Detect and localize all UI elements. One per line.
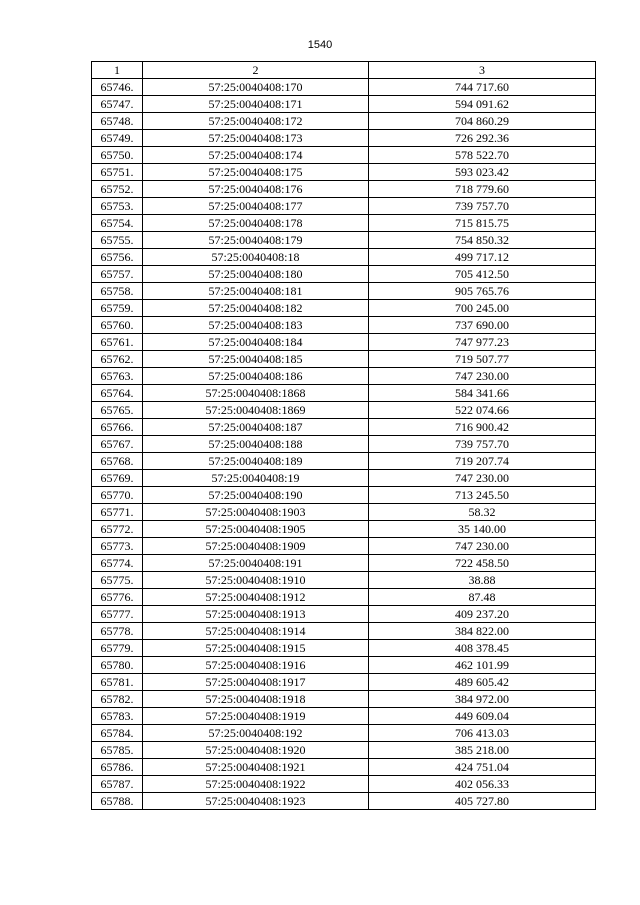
table-row (92, 283, 596, 300)
row-number-cell: 65770. (92, 487, 143, 504)
row-number-cell: 65783. (92, 708, 143, 725)
row-number-cell: 65765. (92, 402, 143, 419)
row-number-cell: 65774. (92, 555, 143, 572)
cadastral-number-cell: 57:25:0040408:1914 (143, 623, 369, 640)
row-number-cell: 65769. (92, 470, 143, 487)
row-number-cell: 65786. (92, 759, 143, 776)
cadastral-number-cell: 57:25:0040408:183 (143, 317, 369, 334)
row-number-cell: 65781. (92, 674, 143, 691)
table-row (92, 113, 596, 130)
row-number-cell: 65766. (92, 419, 143, 436)
value-cell: 744 717.60 (369, 79, 596, 96)
row-number-cell: 65756. (92, 249, 143, 266)
cadastral-number-cell: 57:25:0040408:181 (143, 283, 369, 300)
value-cell: 58.32 (369, 504, 596, 521)
cadastral-number-cell: 57:25:0040408:174 (143, 147, 369, 164)
value-cell: 726 292.36 (369, 130, 596, 147)
value-cell: 713 245.50 (369, 487, 596, 504)
cadastral-number-cell: 57:25:0040408:1910 (143, 572, 369, 589)
row-number-cell: 65780. (92, 657, 143, 674)
cadastral-number-cell: 57:25:0040408:191 (143, 555, 369, 572)
value-cell: 739 757.70 (369, 198, 596, 215)
table-row (92, 300, 596, 317)
row-number-cell: 65788. (92, 793, 143, 810)
value-cell: 719 207.74 (369, 453, 596, 470)
row-number-cell: 65777. (92, 606, 143, 623)
cadastral-number-cell: 57:25:0040408:1913 (143, 606, 369, 623)
value-cell: 578 522.70 (369, 147, 596, 164)
value-cell: 402 056.33 (369, 776, 596, 793)
table-row (92, 266, 596, 283)
cadastral-number-cell: 57:25:0040408:1916 (143, 657, 369, 674)
value-cell: 754 850.32 (369, 232, 596, 249)
table-row (92, 368, 596, 385)
value-cell: 384 972.00 (369, 691, 596, 708)
cadastral-number-cell: 57:25:0040408:1909 (143, 538, 369, 555)
value-cell: 584 341.66 (369, 385, 596, 402)
cadastral-number-cell: 57:25:0040408:175 (143, 164, 369, 181)
row-number-cell: 65754. (92, 215, 143, 232)
table-row (92, 436, 596, 453)
row-number-cell: 65784. (92, 725, 143, 742)
value-cell: 385 218.00 (369, 742, 596, 759)
value-cell: 747 977.23 (369, 334, 596, 351)
value-cell: 705 412.50 (369, 266, 596, 283)
cadastral-number-cell: 57:25:0040408:190 (143, 487, 369, 504)
table-row (92, 385, 596, 402)
table-row (92, 130, 596, 147)
table-row (92, 351, 596, 368)
value-cell: 747 230.00 (369, 368, 596, 385)
cadastral-number-cell: 57:25:0040408:173 (143, 130, 369, 147)
value-cell: 405 727.80 (369, 793, 596, 810)
table-row (92, 419, 596, 436)
value-cell: 747 230.00 (369, 470, 596, 487)
value-cell: 449 609.04 (369, 708, 596, 725)
table-row (92, 538, 596, 555)
value-cell: 706 413.03 (369, 725, 596, 742)
row-number-cell: 65753. (92, 198, 143, 215)
value-cell: 384 822.00 (369, 623, 596, 640)
value-cell: 35 140.00 (369, 521, 596, 538)
table-row (92, 606, 596, 623)
value-cell: 739 757.70 (369, 436, 596, 453)
table-row (92, 674, 596, 691)
table-row (92, 453, 596, 470)
table-row (92, 640, 596, 657)
value-cell: 700 245.00 (369, 300, 596, 317)
cadastral-number-cell: 57:25:0040408:1922 (143, 776, 369, 793)
value-cell: 462 101.99 (369, 657, 596, 674)
row-number-cell: 65762. (92, 351, 143, 368)
cadastral-number-cell: 57:25:0040408:1921 (143, 759, 369, 776)
row-number-cell: 65755. (92, 232, 143, 249)
cadastral-number-cell: 57:25:0040408:1915 (143, 640, 369, 657)
row-number-cell: 65778. (92, 623, 143, 640)
column-header-value: 3 (369, 62, 596, 79)
table-row (92, 793, 596, 810)
cadastral-number-cell: 57:25:0040408:188 (143, 436, 369, 453)
value-cell: 522 074.66 (369, 402, 596, 419)
table-row (92, 776, 596, 793)
cadastral-number-cell: 57:25:0040408:1917 (143, 674, 369, 691)
cadastral-number-cell: 57:25:0040408:1919 (143, 708, 369, 725)
cadastral-number-cell: 57:25:0040408:180 (143, 266, 369, 283)
cadastral-number-cell: 57:25:0040408:172 (143, 113, 369, 130)
table-row (92, 198, 596, 215)
cadastral-number-cell: 57:25:0040408:187 (143, 419, 369, 436)
row-number-cell: 65771. (92, 504, 143, 521)
table-row (92, 181, 596, 198)
page-number: 1540 (307, 39, 333, 51)
cadastral-number-cell: 57:25:0040408:186 (143, 368, 369, 385)
table-row (92, 521, 596, 538)
cadastral-number-cell: 57:25:0040408:178 (143, 215, 369, 232)
column-header-cadastral-number: 2 (143, 62, 369, 79)
value-cell: 905 765.76 (369, 283, 596, 300)
row-number-cell: 65782. (92, 691, 143, 708)
row-number-cell: 65763. (92, 368, 143, 385)
row-number-cell: 65752. (92, 181, 143, 198)
table-row (92, 232, 596, 249)
table-row (92, 215, 596, 232)
table-row (92, 555, 596, 572)
value-cell: 593 023.42 (369, 164, 596, 181)
row-number-cell: 65760. (92, 317, 143, 334)
value-cell: 737 690.00 (369, 317, 596, 334)
row-number-cell: 65767. (92, 436, 143, 453)
row-number-cell: 65759. (92, 300, 143, 317)
row-number-cell: 65761. (92, 334, 143, 351)
value-cell: 408 378.45 (369, 640, 596, 657)
row-number-cell: 65747. (92, 96, 143, 113)
table-row (92, 249, 596, 266)
table-row (92, 402, 596, 419)
row-number-cell: 65758. (92, 283, 143, 300)
row-number-cell: 65750. (92, 147, 143, 164)
table-row (92, 487, 596, 504)
row-number-cell: 65776. (92, 589, 143, 606)
row-number-cell: 65775. (92, 572, 143, 589)
column-header-number: 1 (92, 62, 143, 79)
table-row (92, 470, 596, 487)
table-row (92, 96, 596, 113)
table-row (92, 589, 596, 606)
cadastral-number-cell: 57:25:0040408:182 (143, 300, 369, 317)
cadastral-number-cell: 57:25:0040408:177 (143, 198, 369, 215)
cadastral-number-cell: 57:25:0040408:185 (143, 351, 369, 368)
row-number-cell: 65751. (92, 164, 143, 181)
cadastral-number-cell: 57:25:0040408:192 (143, 725, 369, 742)
table-body (92, 79, 596, 810)
table-row (92, 334, 596, 351)
row-number-cell: 65787. (92, 776, 143, 793)
value-cell: 489 605.42 (369, 674, 596, 691)
value-cell: 594 091.62 (369, 96, 596, 113)
value-cell: 747 230.00 (369, 538, 596, 555)
value-cell: 715 815.75 (369, 215, 596, 232)
cadastral-number-cell: 57:25:0040408:184 (143, 334, 369, 351)
value-cell: 704 860.29 (369, 113, 596, 130)
table-row (92, 725, 596, 742)
value-cell: 87.48 (369, 589, 596, 606)
row-number-cell: 65773. (92, 538, 143, 555)
row-number-cell: 65749. (92, 130, 143, 147)
value-cell: 722 458.50 (369, 555, 596, 572)
value-cell: 718 779.60 (369, 181, 596, 198)
row-number-cell: 65746. (92, 79, 143, 96)
table-row (92, 657, 596, 674)
cadastral-number-cell: 57:25:0040408:18 (143, 249, 369, 266)
table-row (92, 708, 596, 725)
row-number-cell: 65785. (92, 742, 143, 759)
cadastral-number-cell: 57:25:0040408:19 (143, 470, 369, 487)
value-cell: 719 507.77 (369, 351, 596, 368)
cadastral-number-cell: 57:25:0040408:1868 (143, 385, 369, 402)
cadastral-number-cell: 57:25:0040408:1918 (143, 691, 369, 708)
row-number-cell: 65748. (92, 113, 143, 130)
cadastral-number-cell: 57:25:0040408:170 (143, 79, 369, 96)
cadastral-number-cell: 57:25:0040408:176 (143, 181, 369, 198)
cadastral-number-cell: 57:25:0040408:1869 (143, 402, 369, 419)
row-number-cell: 65764. (92, 385, 143, 402)
value-cell: 409 237.20 (369, 606, 596, 623)
cadastral-number-cell: 57:25:0040408:1923 (143, 793, 369, 810)
cadastral-number-cell: 57:25:0040408:1912 (143, 589, 369, 606)
table-row (92, 742, 596, 759)
cadastral-number-cell: 57:25:0040408:179 (143, 232, 369, 249)
value-cell: 499 717.12 (369, 249, 596, 266)
table-row (92, 572, 596, 589)
table-row (92, 164, 596, 181)
cadastral-value-table (91, 61, 596, 810)
row-number-cell: 65779. (92, 640, 143, 657)
cadastral-number-cell: 57:25:0040408:189 (143, 453, 369, 470)
table-row (92, 79, 596, 96)
value-cell: 716 900.42 (369, 419, 596, 436)
cadastral-number-cell: 57:25:0040408:1905 (143, 521, 369, 538)
table-row (92, 147, 596, 164)
table-row (92, 317, 596, 334)
table-header-row (92, 62, 596, 79)
table-row (92, 691, 596, 708)
value-cell: 38.88 (369, 572, 596, 589)
table-row (92, 623, 596, 640)
table-row (92, 504, 596, 521)
cadastral-number-cell: 57:25:0040408:1903 (143, 504, 369, 521)
cadastral-number-cell: 57:25:0040408:1920 (143, 742, 369, 759)
row-number-cell: 65772. (92, 521, 143, 538)
cadastral-number-cell: 57:25:0040408:171 (143, 96, 369, 113)
table-row (92, 759, 596, 776)
row-number-cell: 65757. (92, 266, 143, 283)
row-number-cell: 65768. (92, 453, 143, 470)
value-cell: 424 751.04 (369, 759, 596, 776)
